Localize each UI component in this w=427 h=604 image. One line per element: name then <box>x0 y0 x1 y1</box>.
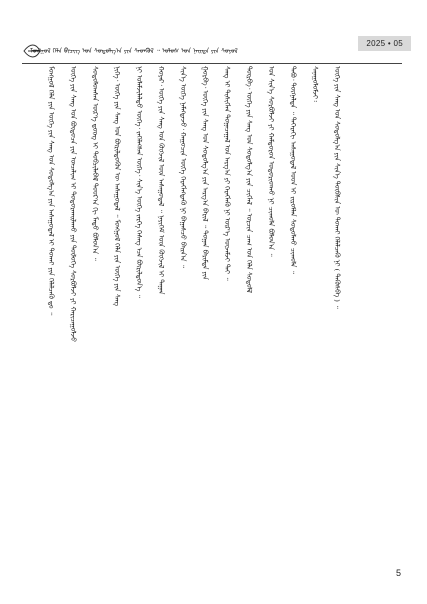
column-text: ᠤᠨ ᠰᠢᠨ᠎ᠡ ᠰᠤᠷᠪᠤᠯᠵᠢ ᠶᠢ ᠬᠠᠮᠲᠤᠷᠤᠨ ᠤᠳᠤᠷᠢᠳᠬᠤ ᠨᠢ ᠴᠢᠬᠤᠯᠠ ᠪᠣᠯᠤᠨ᠎ᠠ ᠃ <box>267 66 275 257</box>
text-column <box>156 66 165 506</box>
text-column <box>266 66 275 506</box>
running-header: ᠮᠣᠩᠭᠣᠯ ᠬᠡᠯᠡ ᠪᠢᠴᠢᠭ ᠤᠨ ᠰᠣᠳᠤᠯᠭ᠎ᠠ ᠶᠢᠨ ᠰᠡᠳᠬᠦᠯ ᠃ ᠤᠯᠤᠰ ᠤᠨ ᠨᠡᠢᠲᠡ ᠶᠢᠨ ᠰᠣᠶᠤᠯ <box>30 47 238 55</box>
issue-tab: 2025 • 05 <box>358 36 411 51</box>
column-text: ᠭᠤᠷᠪᠠ᠂ ᠦᠭᠡ ᠶᠢᠨ ᠰᠠᠩ ᠤᠨ ᠰᠤᠳᠤᠯᠭ᠎ᠠ ᠶᠢᠨ ᠠᠷᠭ᠎ᠠ ᠪᠠᠷᠢᠯ ᠃ ᠲᠣᠭᠠᠨ ᠪᠠᠷᠢᠮᠲᠠ ᠶᠢᠨ <box>201 66 209 280</box>
text-column <box>90 66 99 506</box>
column-text: ᠨᠢ ᠤᠯᠠᠮᠵᠢᠯᠠᠯᠲᠤ ᠦᠭᠡ᠂ ᠵᠡᠭᠡᠯᠡᠭᠰᠡᠨ ᠦᠭᠡ᠂ ᠰᠢᠨ᠎ᠡ ᠦᠭᠡ ᠵᠡᠷᠭᠡ ᠬᠡᠰᠡᠭ ᠡᠴᠡ ᠪᠦᠷᠢᠯᠳᠦᠨ᠎ᠡ ᠃ <box>135 66 143 298</box>
column-text: ᠳᠥᠷᠪᠡ᠂ ᠦᠭᠡ ᠶᠢᠨ ᠰᠠᠩ ᠤᠨ ᠰᠤᠳᠤᠯᠭ᠎ᠠ ᠶᠢᠨ ᠴᠢᠭᠯᠡᠯ ᠃ ᠣᠷᠴᠢᠨ ᠴᠠᠭ ᠤᠨ ᠬᠡᠯᠡ ᠰᠤᠳᠤᠯᠯ <box>245 66 253 293</box>
column-text: ᠦᠭᠡ ᠶᠢᠨ ᠰᠠᠩ ᠤᠨ ᠪᠦᠲᠦᠴᠡ ᠶᠢᠨ ᠣᠨᠴᠠᠯᠢᠭ ᠢ ᠲᠣᠳᠣᠷᠬᠠᠢᠯᠠᠬᠤ ᠶᠢᠨ ᠲᠥᠯᠦᠭᠡ ᠰᠤᠷᠪᠤᠯᠵᠢ ᠶᠢ ᠬᠠᠷᠢᠴᠠᠭᠤᠯᠵᠤ <box>69 66 77 342</box>
mongolian-text-columns <box>40 66 366 506</box>
column-text: ᠰᠤᠳᠤᠯᠤᠭᠰᠠᠨ ᠦᠷ᠎ᠡ ᠳ᠋ᠦᠩ ᠢ ᠲᠣᠪᠴᠢᠯᠠᠪᠠᠯ ᠳᠣᠣᠷ᠎ᠠ ᠬᠢ ᠮᠡᠲᠦ ᠪᠣᠯᠤᠨ᠎ᠠ ᠃ <box>91 66 99 261</box>
column-text: ᠰᠢᠨ᠎ᠡ ᠦᠭᠡ ᠨᠡᠮᠡᠭᠳᠡᠵᠦ᠂ ᠬᠠᠭᠤᠴᠢᠨ ᠦᠭᠡ ᠬᠡᠷᠡᠭᠯᠡᠭᠳᠡᠬᠦ ᠨᠢ ᠪᠠᠭᠠᠰᠴᠤ ᠪᠠᠢᠨ᠎ᠠ ᠃ <box>179 66 187 268</box>
column-text: ᠦᠭᠡ ᠶᠢᠨ ᠰᠠᠩ ᠤᠨ ᠰᠤᠳᠤᠯᠭ᠎ᠠ ᠶᠢᠨ ᠰᠢᠨ᠎ᠡ ᠲᠦᠪᠰᠢᠨ ᠦ ᠲᠤᠬᠠᠢ ᠬᠡᠯᠡᠯᠴᠡᠬᠦ ᠨᠢ ( ᠲᠡᠭᠦᠰᠪᠡ ) ᠃ <box>333 66 341 309</box>
column-text: ᠰᠠᠨᠠᠭᠤᠯᠤᠮᠵᠢ᠄ <box>311 66 319 102</box>
text-column <box>244 66 253 506</box>
text-column <box>288 66 297 506</box>
text-column <box>68 66 77 506</box>
column-text: ᠬᠣᠶᠠᠷ᠂ ᠦᠭᠡ ᠶᠢᠨ ᠰᠠᠩ ᠤᠨ ᠬᠥᠭᠵᠢᠯ ᠦᠨ ᠠᠰᠠᠭᠤᠳᠠᠯ ᠃ ᠨᠡᠶᠢᠭᠡᠮ ᠦᠨ ᠬᠥᠭᠵᠢᠯ ᠢ ᠳᠠᠭᠠᠨ <box>157 66 165 295</box>
text-column <box>222 66 231 506</box>
page-number: 5 <box>395 568 401 578</box>
column-text: ᠨᠢᠭᠡ᠂ ᠦᠭᠡ ᠶᠢᠨ ᠰᠠᠩ ᠤᠨ ᠪᠦᠷᠢᠯᠳᠦᠬᠦᠨ ᠦ ᠠᠰᠠᠭᠤᠳᠠᠯ ᠃ ᠮᠣᠩᠭᠣᠯ ᠬᠡᠯᠡ ᠶᠢᠨ ᠦᠭᠡ ᠶᠢᠨ ᠰᠠᠩ <box>113 66 121 307</box>
column-text: ᠮᠣᠩᠭᠣᠯ ᠬᠡᠯᠡ ᠶᠢᠨ ᠦᠭᠡ ᠶᠢᠨ ᠰᠠᠩ ᠤᠨ ᠰᠣᠳᠤᠯᠭ᠎ᠠ ᠶᠢᠨ ᠠᠰᠠᠭᠤᠳᠠᠯ ᠢ ᠲᠤᠬᠠᠢ ᠶᠢᠨ ᠬᠡᠯᠡᠯᠴᠡᠬᠦ ᠳᠤ ᠃ <box>47 66 55 316</box>
column-text: ᠰᠠᠩ ᠢ ᠲᠢᠰᠢᠭᠯᠡᠨ ᠲᠣᠭᠠᠴᠠᠭᠠᠯ ᠤᠨ ᠠᠷᠭ᠎ᠠ ᠶᠢ ᠬᠡᠷᠡᠭᠯᠡᠬᠦ ᠨᠢ ᠦᠷ᠎ᠡ ᠦᠵᠡᠮᠵᠢ ᠲᠠᠢ ᠃ <box>223 66 231 281</box>
text-column <box>112 66 121 506</box>
text-column <box>200 66 209 506</box>
column-text: ᠲᠠᠪᠤ᠂ ᠳᠦᠭᠨᠡᠯᠲᠡ ᠃ ᠳᠡᠭᠡᠷᠡᠬᠢ ᠠᠰᠠᠭᠤᠳᠠᠯ ᠤᠳ ᠢ ᠵᠢᠷᠤᠮᠯᠠᠨ ᠰᠤᠳᠤᠯᠬᠤ ᠴᠢᠬᠤᠯᠠ ᠃ <box>289 66 297 274</box>
text-column <box>310 66 319 506</box>
text-column <box>134 66 143 506</box>
text-column <box>46 66 55 506</box>
header-rule <box>22 63 402 64</box>
text-column <box>332 66 341 506</box>
text-column <box>178 66 187 506</box>
